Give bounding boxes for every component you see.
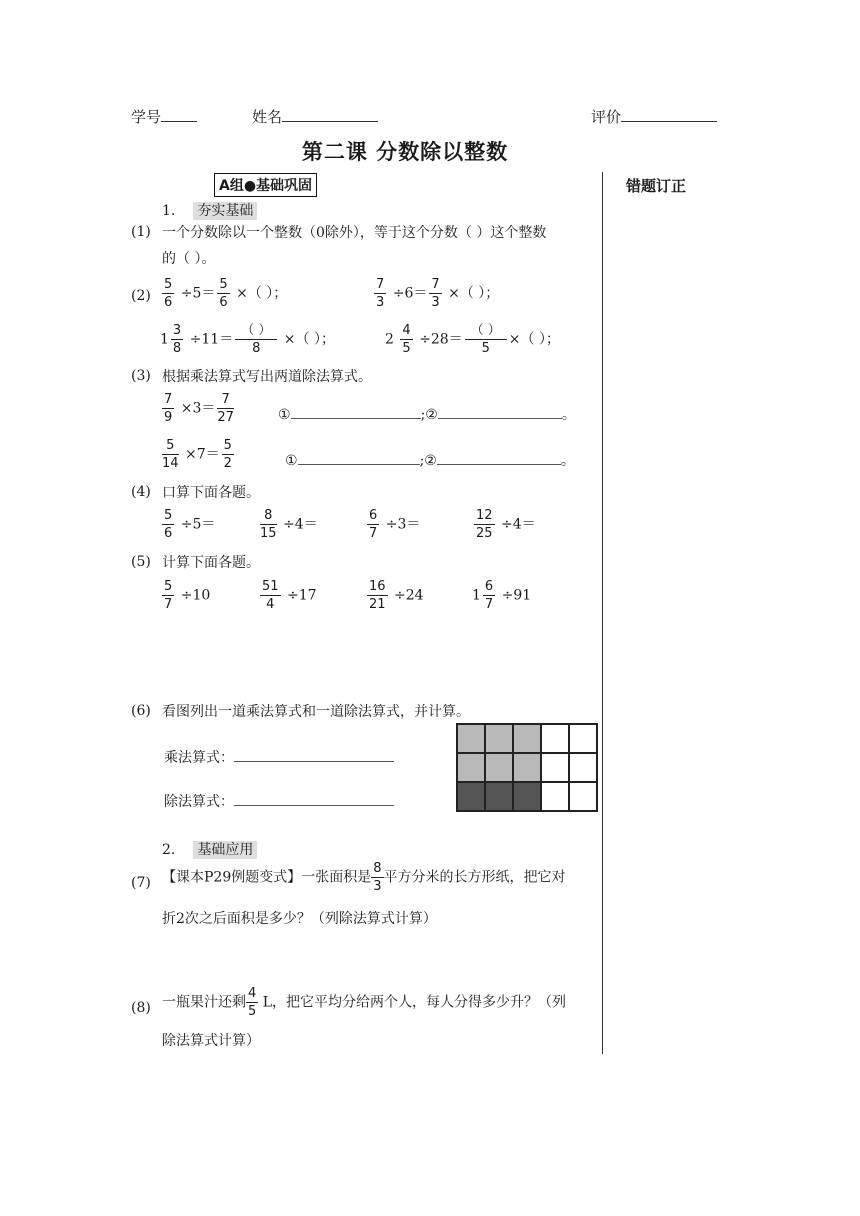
fraction: $\frac{12}{25}$ [476, 508, 493, 541]
q5-number: (5) [131, 554, 151, 570]
q8-line2: 除法算式计算） [162, 1033, 260, 1049]
eval-field [591, 106, 717, 127]
q2-number: (2) [131, 288, 151, 304]
fraction-blank[interactable]: $\frac{( )}{8}$ [235, 324, 277, 355]
answer-blank[interactable] [438, 406, 562, 419]
grid-cell-shaded [457, 753, 485, 782]
grid-cell-shaded [513, 753, 541, 782]
mul-answer-blank[interactable] [234, 749, 394, 762]
grid-cell-empty [569, 724, 597, 753]
section-1-heading [162, 200, 257, 220]
grid-cell-dark [485, 782, 513, 811]
q1-line1: 一个分数除以一个整数（0除外），等于这个分数（ ）这个整数 [162, 225, 547, 241]
fraction: $\frac{5}{6}$ [219, 277, 228, 310]
q7-line2: 折2次之后面积是多少？（列除法算式计算） [162, 911, 437, 927]
grid-cell-dark [513, 782, 541, 811]
answer-blank[interactable] [437, 452, 561, 465]
q6-mul-row [164, 749, 394, 767]
fraction: $\frac{5}{2}$ [223, 438, 232, 471]
q6-number: (6) [131, 703, 151, 719]
fraction-blank[interactable]: $\frac{( )}{5}$ [465, 324, 507, 355]
q4-text: 口算下面各题。 [162, 485, 260, 501]
q6-div-label: 除法算式： [164, 794, 234, 810]
q7-number: (7) [131, 875, 151, 891]
fraction: $\frac{7}{9}$ [164, 392, 173, 425]
grid-cell-empty [569, 782, 597, 811]
q5-item-2: $\frac{51}{4}$ ÷17 [262, 579, 317, 612]
fraction: $\frac{7}{3}$ [376, 277, 385, 310]
q7-line1: 【课本P29例题变式】一张面积是 $\frac{8}{3}$ 平方分米的长方形纸，把它对 [162, 861, 566, 894]
div-answer-blank[interactable] [234, 793, 394, 806]
fraction: $\frac{5}{14}$ [162, 438, 179, 471]
section-2-index: 2. [162, 842, 176, 858]
q4-item-2: $\frac{8}{15}$ ÷4＝ [260, 508, 318, 541]
grid-cell-shaded [485, 753, 513, 782]
fraction: $\frac{8}{15}$ [260, 508, 277, 541]
q2-expr-b: $\frac{7}{3}$ ÷6＝ $\frac{7}{3}$ ×（ ）； [376, 277, 500, 310]
fraction: $\frac{4}{5}$ [248, 986, 257, 1019]
q2-expr-a: $\frac{5}{6}$ ÷5＝ $\frac{5}{6}$ ×（ ）； [164, 277, 288, 310]
fraction: $\frac{51}{4}$ [262, 579, 279, 612]
section-1-label: 夯实基础 [193, 202, 257, 220]
grid-cell-empty [541, 724, 569, 753]
section-2-label: 基础应用 [193, 841, 257, 859]
fraction: $\frac{4}{5}$ [402, 323, 411, 356]
q6-text: 看图列出一道乘法算式和一道除法算式，并计算。 [162, 704, 470, 720]
section-2-heading [162, 839, 257, 859]
answer-blank[interactable] [291, 406, 421, 419]
q8-line1: 一瓶果汁还剩 $\frac{4}{5}$ L，把它平均分给两个人，每人分得多少升？（列 [162, 986, 567, 1019]
q4-item-4: $\frac{12}{25}$ ÷4＝ [476, 508, 536, 541]
fraction: $\frac{6}{7}$ [369, 508, 378, 541]
q6-mul-label: 乘法算式： [164, 750, 234, 766]
name-field [252, 106, 378, 127]
grid-cell-empty [541, 782, 569, 811]
page-title: 第二课 分数除以整数 [301, 140, 509, 164]
name-blank[interactable] [282, 107, 378, 122]
grid-cell-shaded [485, 724, 513, 753]
name-label: 姓名 [252, 108, 283, 126]
fraction: $\frac{8}{3}$ [373, 861, 382, 894]
divider-line [602, 172, 603, 1054]
eval-label: 评价 [591, 108, 622, 126]
grid-cell-empty [541, 753, 569, 782]
q5-item-1: $\frac{5}{7}$ ÷10 [164, 579, 211, 612]
fraction: $\frac{6}{7}$ [484, 579, 494, 612]
answer-blank[interactable] [298, 452, 420, 465]
grid-cell-shaded [513, 724, 541, 753]
q3-number: (3) [131, 368, 151, 384]
q4-item-1: $\frac{5}{6}$ ÷5＝ [164, 508, 216, 541]
sidebar-title: 错题订正 [626, 177, 687, 195]
q8-number: (8) [131, 1000, 151, 1016]
fraction: $\frac{7}{3}$ [431, 277, 440, 310]
fraction: $\frac{5}{6}$ [164, 277, 173, 310]
q5-item-4: 1 $\frac{6}{7}$ ÷91 [472, 579, 532, 612]
student-id-blank[interactable] [161, 107, 197, 122]
figure-grid [456, 723, 598, 812]
eval-blank[interactable] [621, 107, 717, 122]
fraction: $\frac{5}{6}$ [164, 508, 173, 541]
group-label: A组●基础巩固 [214, 173, 317, 197]
q2-expr-e: 2 $\frac{4}{5}$ ÷28＝ $\frac{( )}{5}$ ×（ ）； [385, 323, 560, 356]
fraction: $\frac{5}{7}$ [164, 579, 173, 612]
fraction: $\frac{16}{21}$ [369, 579, 386, 612]
q5-item-3: $\frac{16}{21}$ ÷24 [369, 579, 424, 612]
q3-row1-answers: ① ;② 。 [278, 407, 576, 423]
q4-item-3: $\frac{6}{7}$ ÷3＝ [369, 508, 421, 541]
fraction: $\frac{3}{8}$ [172, 323, 182, 356]
q3-row2: $\frac{5}{14}$ ×7＝ $\frac{5}{2}$ [162, 438, 232, 471]
q3-row1: $\frac{7}{9}$ ×3＝ $\frac{7}{27}$ [164, 392, 234, 425]
student-id-label: 学号 [131, 108, 162, 126]
q6-div-row [164, 793, 394, 811]
q2-expr-c: 1 $\frac{3}{8}$ ÷11＝ $\frac{( )}{8}$ ×（ ）； [160, 323, 335, 356]
q4-number: (4) [131, 484, 151, 500]
q5-text: 计算下面各题。 [162, 555, 260, 571]
grid-cell-empty [569, 753, 597, 782]
q3-text: 根据乘法算式写出两道除法算式。 [162, 369, 372, 385]
q1-number: (1) [131, 224, 151, 240]
grid-cell-shaded [457, 724, 485, 753]
q3-row2-answers: ① ;② 。 [285, 453, 575, 469]
grid-cell-dark [457, 782, 485, 811]
q1-line2: 的（ ）。 [162, 251, 216, 267]
student-id-field [131, 106, 197, 127]
fraction: $\frac{7}{27}$ [217, 392, 234, 425]
section-1-index: 1. [162, 203, 176, 219]
